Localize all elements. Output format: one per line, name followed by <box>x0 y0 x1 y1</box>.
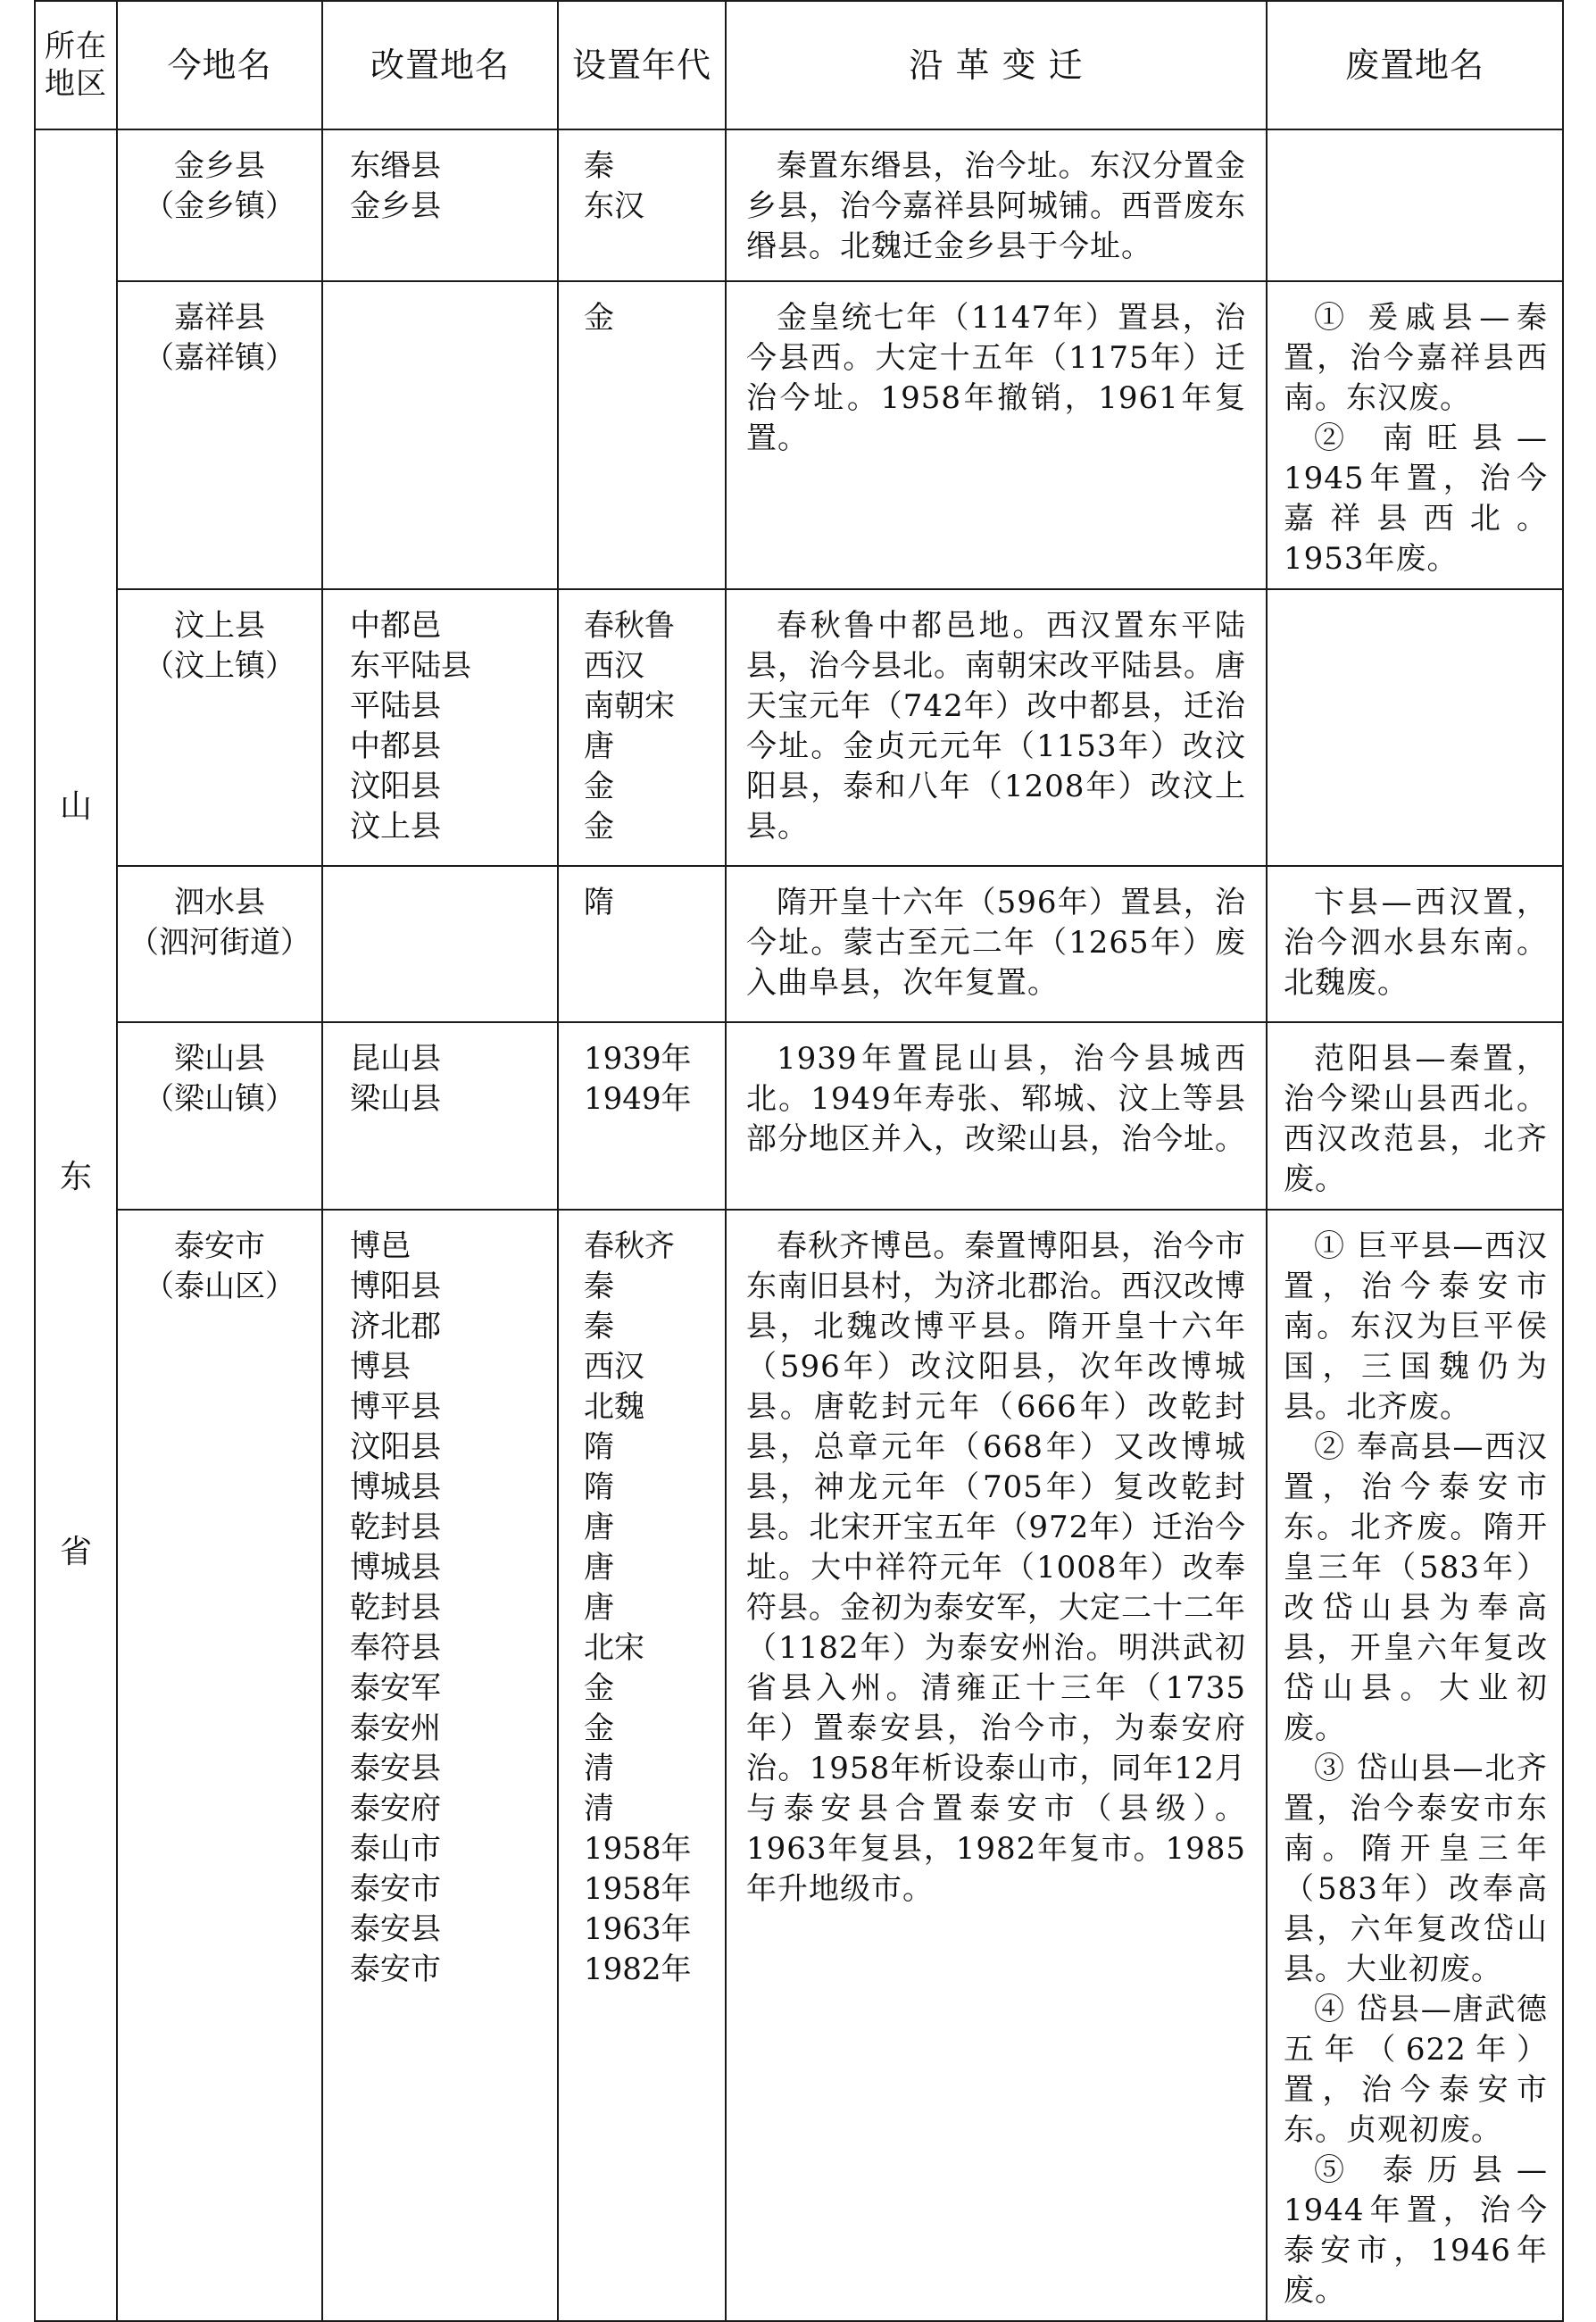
history-text: 隋开皇十六年（596年）置县，治今址。蒙古至元二年（1265年）废入曲阜县，次年复置。 <box>746 885 1246 1001</box>
header-region: 所在地区 <box>35 1 117 129</box>
changed-name: 东缗县 <box>350 148 441 184</box>
changed-name: 汶阳县 <box>350 1429 441 1465</box>
abolished-entry: 范阳县—秦置，治今梁山县西北。西汉改范县，北齐废。 <box>1284 1041 1548 1197</box>
abolished-cell <box>1267 1022 1563 1210</box>
changed-name: 博城县 <box>350 1550 441 1585</box>
abolished-entry: ④ 岱县—唐武德五年（622年）置，治今泰安市东。贞观初废。 <box>1284 1992 1548 2148</box>
abolished-cell <box>1267 129 1563 281</box>
current-name-cell <box>117 1022 322 1210</box>
setup-year: 金 <box>584 300 614 336</box>
years-cell <box>558 1022 726 1210</box>
setup-year: 北宋 <box>584 1630 644 1666</box>
table-row <box>35 866 1563 1022</box>
history-text: 1939年置昆山县，治今县城西北。1949年寿张、郓城、汶上等县部分地区并入，改梁山县，治今址。 <box>746 1041 1246 1157</box>
setup-year: 1958年 <box>584 1871 692 1907</box>
changed-name: 泰安县 <box>350 1751 441 1786</box>
changed-name: 博城县 <box>350 1469 441 1505</box>
changed-name: 东平陆县 <box>350 648 471 684</box>
setup-year: 秦 <box>584 1309 614 1344</box>
current-name-cell <box>117 281 322 589</box>
setup-year: 金 <box>584 769 614 804</box>
setup-year: 清 <box>584 1791 614 1827</box>
header-current-name: 今地名 <box>117 1 322 129</box>
setup-year: 1949年 <box>584 1081 692 1117</box>
header-abolished: 废置地名 <box>1267 1 1563 129</box>
setup-year: 金 <box>584 1670 614 1706</box>
changed-names-cell <box>322 129 558 281</box>
changed-name: 奉符县 <box>350 1630 441 1666</box>
changed-name: 昆山县 <box>350 1041 441 1077</box>
setup-year: 南朝宋 <box>584 688 675 724</box>
setup-year: 1982年 <box>584 1952 692 1987</box>
abolished-cell <box>1267 281 1563 589</box>
table-row <box>35 589 1563 866</box>
setup-year: 1939年 <box>584 1041 692 1077</box>
setup-year: 唐 <box>584 728 614 764</box>
abolished-entry: ③ 岱山县—北齐置，治今泰安市东南。隋开皇三年（583年）改奉高县，六年复改岱山县。大业初废。 <box>1284 1751 1548 1987</box>
historical-place-names-table <box>34 0 1564 2322</box>
abolished-entry: ② 奉高县—西汉置，治今泰安市东。北齐废。隋开皇三年（583年）改岱山县为奉高县，开皇六年复改岱山县。大业初废。 <box>1284 1429 1548 1746</box>
history-text: 春秋齐博邑。秦置博阳县，治今市东南旧县村，为济北郡治。西汉改博县，北魏改博平县。隋开皇十六年（596年）改汶阳县，次年改博城县。唐乾封元年（666年）改乾封县，总章元年（668年）又改博城县，神龙元年（705年）复改乾封县。北宋开宝五年（972年）迁治今址。大中祥符元年（1008年）改奉符县。金初为泰安军，大定二十二年（1182年）为泰安州治。明洪武初省县入州。清雍正十三年（1735年）置泰安县，治今市，为泰安府治。1958年析设泰山市，同年12月与泰安县合置泰安市（县级）。1963年复县，1982年复市。1985年升地级市。 <box>746 1228 1246 1907</box>
setup-year: 秦 <box>584 148 614 184</box>
table-row <box>35 1022 1563 1210</box>
current-name-cell <box>117 589 322 866</box>
setup-year: 唐 <box>584 1590 614 1626</box>
changed-name: 金乡县 <box>350 188 441 224</box>
setup-year: 唐 <box>584 1510 614 1545</box>
history-cell <box>726 866 1267 1022</box>
changed-name: 泰安军 <box>350 1670 441 1706</box>
region-cell <box>35 129 117 2321</box>
changed-name: 中都县 <box>350 728 441 764</box>
history-text: 金皇统七年（1147年）置县，治今县西。大定十五年（1175年）迁治今址。1958年撤销，1961年复置。 <box>746 300 1246 456</box>
history-cell <box>726 1210 1267 2321</box>
current-name: 汶上县 <box>174 608 265 644</box>
setup-year: 东汉 <box>584 188 644 224</box>
years-cell <box>558 1210 726 2321</box>
setup-year: 隋 <box>584 885 614 920</box>
current-name: 泗水县 <box>174 885 265 920</box>
region-char: 省 <box>59 1534 92 1570</box>
current-name: 梁山县 <box>174 1041 265 1077</box>
changed-names-cell <box>322 866 558 1022</box>
history-cell <box>726 1022 1267 1210</box>
years-cell <box>558 281 726 589</box>
history-cell <box>726 589 1267 866</box>
setup-year: 北魏 <box>584 1389 644 1425</box>
current-name-seat: （汶上镇） <box>144 648 295 684</box>
current-name: 嘉祥县 <box>174 300 265 336</box>
changed-name: 济北郡 <box>350 1309 441 1344</box>
current-name-seat: （梁山镇） <box>144 1081 295 1117</box>
header-changed-name: 改置地名 <box>322 1 558 129</box>
years-cell <box>558 589 726 866</box>
changed-name: 平陆县 <box>350 688 441 724</box>
header-year: 设置年代 <box>558 1 726 129</box>
history-cell <box>726 281 1267 589</box>
years-cell <box>558 866 726 1022</box>
history-text: 春秋鲁中都邑地。西汉置东平陆县，治今县北。南朝宋改平陆县。唐天宝元年（742年）改中都县，迁治今址。金贞元元年（1153年）改汶阳县，泰和八年（1208年）改汶上县。 <box>746 608 1246 845</box>
setup-year: 金 <box>584 809 614 845</box>
table-row <box>35 1210 1563 2321</box>
region-char: 东 <box>59 1159 92 1195</box>
changed-names-cell <box>322 589 558 866</box>
abolished-entry: ② 南旺县—1945年置，治今嘉祥县西北。1953年废。 <box>1284 420 1548 577</box>
setup-year: 唐 <box>584 1550 614 1585</box>
abolished-cell <box>1267 589 1563 866</box>
current-name-seat: （嘉祥镇） <box>144 340 295 376</box>
current-name-cell <box>117 1210 322 2321</box>
changed-name: 中都邑 <box>350 608 441 644</box>
changed-names-cell <box>322 1022 558 1210</box>
abolished-entry: ⑤ 泰历县—1944年置，治今泰安市，1946年废。 <box>1284 2152 1548 2309</box>
abolished-entry: ① 巨平县—西汉置，治今泰安市南。东汉为巨平侯国，三国魏仍为县。北齐废。 <box>1284 1228 1548 1425</box>
changed-name: 乾封县 <box>350 1590 441 1626</box>
changed-name: 乾封县 <box>350 1510 441 1545</box>
document-page <box>34 0 1562 2322</box>
setup-year: 西汉 <box>584 1349 644 1385</box>
changed-name: 博县 <box>350 1349 411 1385</box>
header-history: 沿 革 变 迁 <box>726 1 1267 129</box>
abolished-entry: 卞县—西汉置，治今泗水县东南。北魏废。 <box>1284 885 1548 1001</box>
changed-name: 泰安县 <box>350 1911 441 1947</box>
changed-name: 泰安市 <box>350 1871 441 1907</box>
setup-year: 隋 <box>584 1429 614 1465</box>
setup-year: 金 <box>584 1710 614 1746</box>
setup-year: 秦 <box>584 1269 614 1304</box>
setup-year: 1963年 <box>584 1911 692 1947</box>
abolished-cell <box>1267 1210 1563 2321</box>
setup-year: 清 <box>584 1751 614 1786</box>
table-header-row <box>35 1 1563 129</box>
changed-name: 泰安州 <box>350 1710 441 1746</box>
abolished-cell <box>1267 866 1563 1022</box>
abolished-entry: ① 爰戚县—秦置，治今嘉祥县西南。东汉废。 <box>1284 300 1548 416</box>
current-name-seat: （金乡镇） <box>144 188 295 224</box>
region-char: 山 <box>59 788 92 825</box>
history-cell <box>726 129 1267 281</box>
setup-year: 春秋齐 <box>584 1228 675 1264</box>
changed-name: 博邑 <box>350 1228 411 1264</box>
changed-name: 汶阳县 <box>350 769 441 804</box>
setup-year: 隋 <box>584 1469 614 1505</box>
changed-name: 泰安市 <box>350 1952 441 1987</box>
current-name-seat: （泰山区） <box>144 1269 295 1304</box>
changed-names-cell <box>322 281 558 589</box>
current-name: 泰安市 <box>174 1228 265 1264</box>
changed-name: 汶上县 <box>350 809 441 845</box>
setup-year: 1958年 <box>584 1831 692 1867</box>
changed-name: 博阳县 <box>350 1269 441 1304</box>
history-text: 秦置东缗县，治今址。东汉分置金乡县，治今嘉祥县阿城铺。西晋废东缗县。北魏迁金乡县于今址。 <box>746 148 1246 264</box>
setup-year: 西汉 <box>584 648 644 684</box>
changed-name: 泰安府 <box>350 1791 441 1827</box>
current-name-cell <box>117 129 322 281</box>
table-row <box>35 129 1563 281</box>
changed-name: 博平县 <box>350 1389 441 1425</box>
setup-year: 春秋鲁 <box>584 608 675 644</box>
years-cell <box>558 129 726 281</box>
table-row <box>35 281 1563 589</box>
current-name-cell <box>117 866 322 1022</box>
current-name: 金乡县 <box>174 148 265 184</box>
current-name-seat: （泗河街道） <box>129 925 311 961</box>
changed-names-cell <box>322 1210 558 2321</box>
changed-name: 梁山县 <box>350 1081 441 1117</box>
changed-name: 泰山市 <box>350 1831 441 1867</box>
